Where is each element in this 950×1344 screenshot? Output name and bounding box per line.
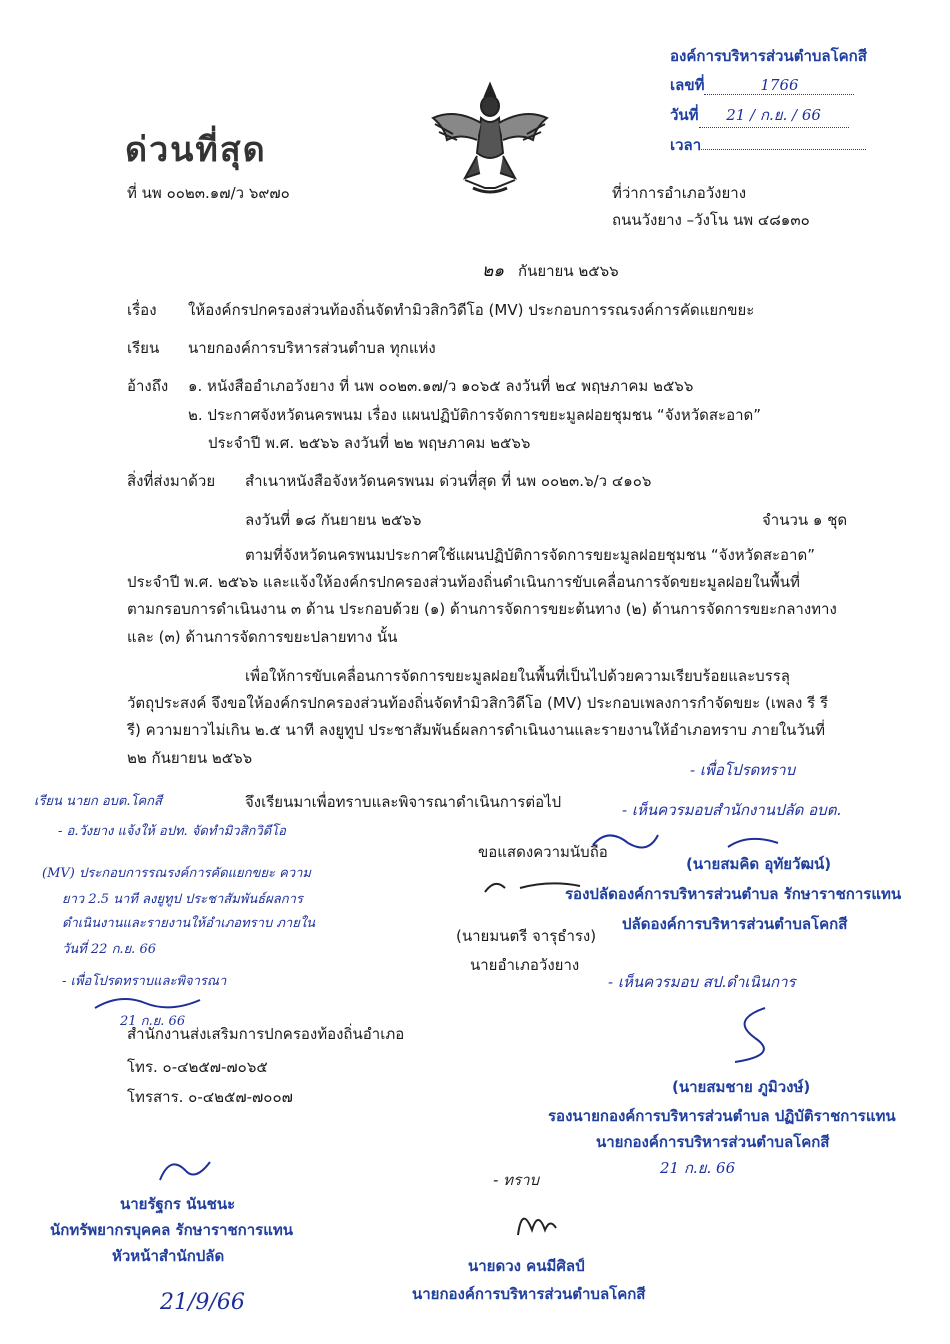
stamp-org: องค์การบริหารส่วนตำบลโคกสี xyxy=(670,47,867,65)
mayor-note: - ทราบ xyxy=(493,1171,540,1189)
date-day: ๒๑ xyxy=(482,261,504,281)
body-p1-line: ประจำปี พ.ศ. ๒๕๖๖ และแจ้งให้องค์กรปกครองส่วนท้องถิ่นดำเนินการขับเคลื่อนการจัดขยะมูลฝอยในพื้นที่ xyxy=(127,573,800,591)
body-p1-line: ตามที่จังหวัดนครพนมประกาศใช้แผนปฏิบัติการจัดการขยะมูลฝอยชุมชน “จังหวัดสะอาด” xyxy=(245,546,815,564)
doc-number: ที่ นพ ๐๐๒๓.๑๗/ว ๖๙๗๐ xyxy=(127,184,290,202)
stamp-date-label: วันที่ xyxy=(670,106,699,124)
handwritten-note: เรียน นายก อบต.โคกสี xyxy=(34,794,162,809)
deputy-mayor-title2: นายกองค์การบริหารส่วนตำบลโคกสี xyxy=(596,1133,830,1151)
handwritten-note: - อ.วังยาง แจ้งให้ อปท. จัดทำมิวสิกวิดีโอ xyxy=(58,824,286,839)
mayor-signature-icon xyxy=(510,1200,560,1245)
personnel-signature-icon xyxy=(150,1150,220,1190)
handwritten-note: - เพื่อโปรดทราบและพิจารณา xyxy=(62,974,227,989)
date-line xyxy=(482,257,619,284)
reference-item: ๒. ประกาศจังหวัดนครพนม เรื่อง แผนปฏิบัติการจัดการขยะมูลฝอยชุมชน “จังหวัดสะอาด” xyxy=(188,406,762,424)
stamp-date-value: 21 / ก.ย. / 66 xyxy=(699,103,849,128)
reference-item: ๑. หนังสืออำเภอวังยาง ที่ นพ ๐๐๒๓.๑๗/ว ๑๐๖๕ ลงวันที่ ๒๔ พฤษภาคม ๒๕๖๖ xyxy=(188,377,694,395)
deputy-clerk-name: (นายสมคิด อุทัยวัฒน์) xyxy=(686,855,832,873)
garuda-emblem-icon xyxy=(425,78,555,198)
office-line1: ที่ว่าการอำเภอวังยาง xyxy=(612,184,747,202)
body-p1-line: ตามกรอบการดำเนินงาน ๓ ด้าน ประกอบด้วย (๑) ด้านการจัดการขยะต้นทาง (๒) ด้านการจัดการขยะกลางทาง xyxy=(127,600,837,618)
to-label: เรียน xyxy=(127,339,160,357)
deputy-mayor-signature-icon xyxy=(715,1000,785,1070)
handwritten-right-note: - เพื่อโปรดทราบ xyxy=(690,761,796,779)
issuing-unit-tel: โทร. ๐-๔๒๕๗-๗๐๖๕ xyxy=(127,1058,268,1076)
body-p1-line: และ (๓) ด้านการจัดการขยะปลายทาง นั้น xyxy=(127,628,398,646)
issuing-unit-fax: โทรสาร. ๐-๔๒๕๗-๗๐๐๗ xyxy=(127,1088,293,1106)
stamp-no xyxy=(670,73,854,97)
deputy-mayor-title1: รองนายกองค์การบริหารส่วนตำบล ปฏิบัติราชการแทน xyxy=(548,1107,896,1125)
personnel-title1: นักทรัพยากรบุคคล รักษาราชการแทน xyxy=(50,1221,294,1239)
enclosure-quantity: จำนวน ๑ ชุด xyxy=(762,511,848,529)
stamp-time xyxy=(670,133,866,157)
deputy-clerk-title2: ปลัดองค์การบริหารส่วนตำบลโคกสี xyxy=(622,915,848,933)
deputy-mayor-date: 21 ก.ย. 66 xyxy=(660,1159,736,1177)
body-p2-line: รี) ความยาวไม่เกิน ๒.๕ นาที ลงยูทูป ประชาสัมพันธ์ผลการดำเนินงานและรายงานให้อำเภอทราบ ภายในวันที่ xyxy=(127,721,826,739)
handwritten-right-note2: - เห็นควรมอบ สป.ดำเนินการ xyxy=(608,973,796,991)
handwritten-note: ยาว 2.5 นาที ลงยูทูป ประชาสัมพันธ์ผลการ xyxy=(62,892,303,907)
date-month-year: กันยายน ๒๕๖๖ xyxy=(518,262,619,280)
stamp-time-label: เวลา xyxy=(670,136,702,154)
signer-name: (นายมนตรี จารุธำรง) xyxy=(456,927,597,945)
reference-item: ประจำปี พ.ศ. ๒๕๖๖ ลงวันที่ ๒๒ พฤษภาคม ๒๕๖๖ xyxy=(208,434,531,452)
stamp-no-label: เลขที่ xyxy=(670,76,705,94)
personnel-title2: หัวหน้าสำนักปลัด xyxy=(112,1247,225,1265)
handwritten-note: ดำเนินงานและรายงานให้อำเภอทราบ ภายใน xyxy=(62,916,316,931)
deputy-mayor-name: (นายสมชาย ภูมิวงษ์) xyxy=(672,1078,811,1096)
signer-title: นายอำเภอวังยาง xyxy=(470,956,580,974)
body-p2-line: เพื่อให้การขับเคลื่อนการจัดการขยะมูลฝอยในพื้นที่เป็นไปด้วยความเรียบร้อยและบรรลุ xyxy=(245,667,790,685)
handwritten-right-note: - เห็นควรมอบสำนักงานปลัด อบต. xyxy=(622,801,842,819)
to-text: นายกองค์การบริหารส่วนตำบล ทุกแห่ง xyxy=(188,339,436,357)
subject-label: เรื่อง xyxy=(127,301,157,319)
issuing-unit-name: สำนักงานส่งเสริมการปกครองท้องถิ่นอำเภอ xyxy=(127,1025,405,1043)
body-p2-line: ๒๒ กันยายน ๒๕๖๖ xyxy=(127,749,253,767)
closing-line: จึงเรียนมาเพื่อทราบและพิจารณาดำเนินการต่อไป xyxy=(245,793,562,811)
reference-label: อ้างถึง xyxy=(127,377,169,395)
mayor-title: นายกองค์การบริหารส่วนตำบลโคกสี xyxy=(412,1285,646,1303)
mayor-name: นายดวง คนมีศิลป์ xyxy=(468,1257,585,1275)
handwritten-note: วันที่ 22 ก.ย. 66 xyxy=(62,942,156,957)
stamp-date xyxy=(670,103,849,128)
deputy-clerk-title1: รองปลัดองค์การบริหารส่วนตำบล รักษาราชการแทน xyxy=(565,885,902,903)
enclosure-line1: สำเนาหนังสือจังหวัดนครพนม ด่วนที่สุด ที่ นพ ๐๐๒๓.๖/ว ๔๑๐๖ xyxy=(245,472,652,490)
body-p2-line: วัตถุประสงค์ จึงขอให้องค์กรปกครองส่วนท้องถิ่นจัดทำมิวสิกวิดีโอ (MV) ประกอบเพลงการกำจัดขยะ (เพลง รี รี xyxy=(127,694,829,712)
stamp-no-value: 1766 xyxy=(704,76,854,95)
enclosure-label: สิ่งที่ส่งมาด้วย xyxy=(127,472,216,490)
urgency-label: ด่วนที่สุด xyxy=(125,130,267,170)
personnel-name: นายรัฐกร นันชนะ xyxy=(120,1195,236,1213)
sign-off: ขอแสดงความนับถือ xyxy=(478,843,608,861)
personnel-date: 21/9/66 xyxy=(160,1290,245,1315)
handwritten-note: (MV) ประกอบการรณรงค์การคัดแยกขยะ ความ xyxy=(42,866,311,881)
enclosure-line2: ลงวันที่ ๑๘ กันยายน ๒๕๖๖ xyxy=(245,511,422,529)
subject-text: ให้องค์กรปกครองส่วนท้องถิ่นจัดทำมิวสิกวิดีโอ (MV) ประกอบการรณรงค์การคัดแยกขยะ xyxy=(188,301,755,319)
office-line2: ถนนวังยาง –วังโน นพ ๔๘๑๓๐ xyxy=(612,211,810,229)
handwritten-date: 21 ก.ย. 66 xyxy=(120,1014,186,1029)
